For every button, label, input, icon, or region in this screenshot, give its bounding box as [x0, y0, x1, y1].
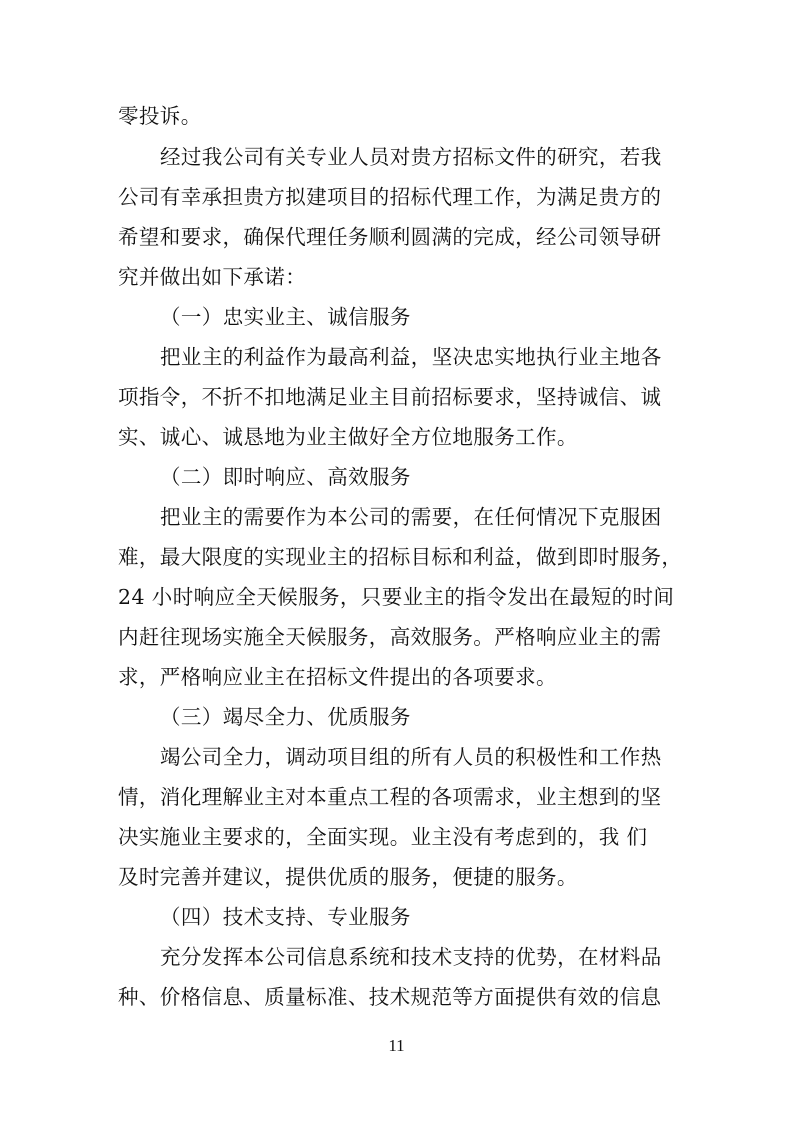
paragraph-line: 24 小时响应全天候服务，只要业主的指令发出在最短的时间	[118, 585, 675, 609]
paragraph-line: 究并做出如下承诺：	[118, 265, 307, 289]
section-heading-4: （四）技术支持、专业服务	[160, 905, 411, 929]
paragraph-line: 零投诉。	[118, 104, 202, 128]
paragraph-line: 充分发挥本公司信息系统和技术支持的优势，在材料品	[160, 945, 662, 969]
paragraph-line: 把业主的需要作为本公司的需要，在任何情况下克服困	[160, 505, 662, 529]
section-heading-1: （一）忠实业主、诚信服务	[160, 305, 411, 329]
paragraph-line: 求，严格响应业主在招标文件提出的各项要求。	[118, 665, 557, 689]
paragraph-line: 公司有幸承担贵方拟建项目的招标代理工作，为满足贵方的	[118, 185, 662, 209]
paragraph-line: 项指令，不折不扣地满足业主目前招标要求，坚持诚信、诚	[118, 385, 662, 409]
paragraph-line: 把业主的利益作为最高利益，坚决忠实地执行业主地各	[160, 345, 662, 369]
paragraph-line: 希望和要求，确保代理任务顺利圆满的完成，经公司领导研	[118, 225, 662, 249]
paragraph-line: 情，消化理解业主对本重点工程的各项需求，业主想到的坚	[118, 785, 662, 809]
section-heading-2: （二）即时响应、高效服务	[160, 465, 411, 489]
paragraph-line: 竭公司全力，调动项目组的所有人员的积极性和工作热	[160, 745, 662, 769]
paragraph-line: 经过我公司有关专业人员对贵方招标文件的研究，若我	[160, 145, 662, 169]
paragraph-line: 决实施业主要求的，全面实现。业主没有考虑到的，我 们	[118, 825, 648, 849]
paragraph-line: 实、诚心、诚恳地为业主做好全方位地服务工作。	[118, 425, 578, 449]
paragraph-line: 及时完善并建议，提供优质的服务，便捷的服务。	[118, 865, 578, 889]
page-number: 11	[388, 1036, 405, 1055]
paragraph-line: 内赶往现场实施全天候服务，高效服务。严格响应业主的需	[118, 625, 662, 649]
paragraph-line: 难，最大限度的实现业主的招标目标和利益，做到即时服务，	[118, 545, 683, 569]
paragraph-line: 种、价格信息、质量标准、技术规范等方面提供有效的信息	[118, 985, 662, 1009]
section-heading-3: （三）竭尽全力、优质服务	[160, 705, 411, 729]
